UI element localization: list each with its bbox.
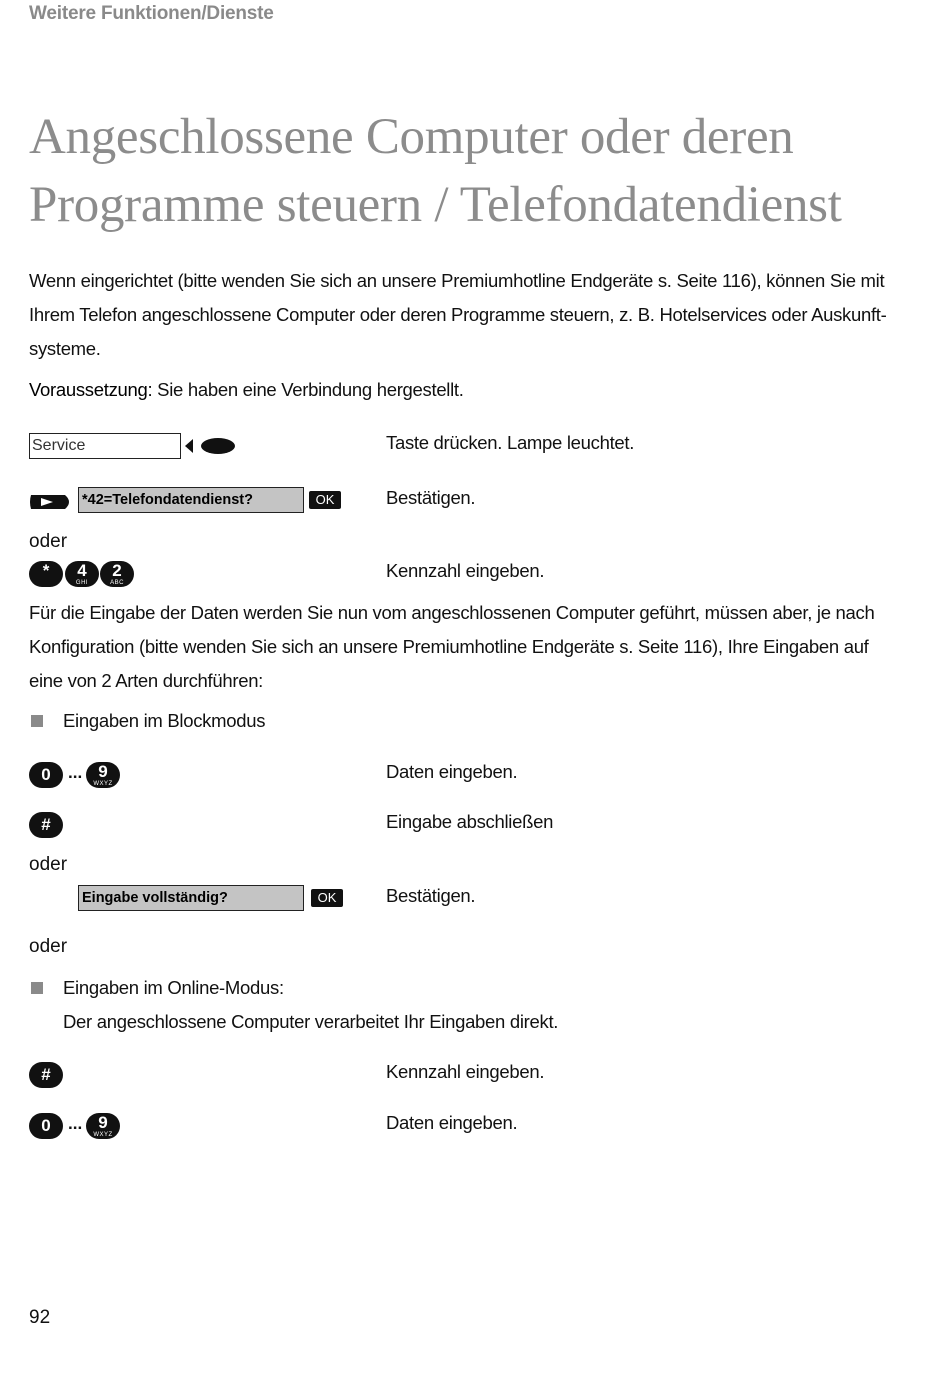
telefondatendienst-display: *42=Telefondatendienst? xyxy=(78,487,304,513)
range-dots: ... xyxy=(68,763,83,782)
oder-label: oder xyxy=(29,854,68,875)
intro-line-1: Wenn eingerichtet (bitte wenden Sie sich an unsere Premiumhotline Endgeräte s. Seite 116), können Sie mit xyxy=(29,270,885,291)
key-2 xyxy=(100,561,134,587)
finish-entry-description: Eingabe abschließen xyxy=(386,811,554,832)
confirm-complete-description: Bestätigen. xyxy=(386,885,476,906)
hash-key-label: # xyxy=(41,815,51,834)
ok-button[interactable]: OK xyxy=(311,889,343,907)
page-number: 92 xyxy=(29,1307,51,1328)
data-entry-description: Daten eingeben. xyxy=(386,761,518,782)
online-code-description: Kennzahl eingeben. xyxy=(386,1061,545,1082)
navigation-key-icon xyxy=(29,492,73,512)
key-9-label: 9 xyxy=(98,1113,108,1132)
code-step-description: Kennzahl eingeben. xyxy=(386,560,545,581)
guidance-line-1: Für die Eingabe der Daten werden Sie nun vom angeschlossenen Computer geführt, müssen aber, je nach xyxy=(29,602,875,623)
range-dots: ... xyxy=(68,1114,83,1133)
hash-key xyxy=(29,1062,63,1088)
key-4 xyxy=(65,561,99,587)
service-step-description: Taste drücken. Lampe leuchtet. xyxy=(386,432,635,453)
requirement-label: Voraussetzung: xyxy=(29,379,153,400)
star-key-label: * xyxy=(42,561,50,580)
key-9 xyxy=(86,1113,120,1139)
requirement xyxy=(29,373,909,407)
confirm-step-description: Bestätigen. xyxy=(386,487,476,508)
key-9-letters: WXYZ xyxy=(93,1132,113,1138)
hash-key xyxy=(29,812,63,838)
section-header: Weitere Funktionen/Dienste xyxy=(29,3,274,24)
star-key xyxy=(29,561,63,587)
requirement-text: Sie haben eine Verbindung hergestellt. xyxy=(152,379,464,400)
key-9 xyxy=(86,762,120,788)
key-2-label: 2 xyxy=(112,561,122,580)
online-mode-text: Der angeschlossene Computer verarbeitet Ihr Eingaben direkt. xyxy=(63,1011,559,1032)
intro-line-2: Ihrem Telefon angeschlossene Computer oder deren Programme steuern, z. B. Hotelservices oder Auskunft- xyxy=(29,304,887,325)
service-key-label: Service xyxy=(29,433,181,459)
page-title-line-1: Angeschlossene Computer oder deren xyxy=(29,109,794,165)
intro-line-3: systeme. xyxy=(29,338,101,359)
key-0 xyxy=(29,762,63,788)
intro-paragraph xyxy=(29,264,909,366)
input-complete-display: Eingabe vollständig? xyxy=(78,885,304,911)
page-title xyxy=(29,103,929,239)
guidance-line-2: Konfiguration (bitte wenden Sie sich an unsere Premiumhotline Endgeräte s. Seite 116), Ihre Eingaben auf xyxy=(29,636,869,657)
key-4-letters: GHI xyxy=(75,580,89,586)
bullet-block-mode: Eingaben im Blockmodus xyxy=(63,710,266,731)
ok-button[interactable]: OK xyxy=(309,491,341,509)
oder-label: oder xyxy=(29,531,68,552)
key-2-letters: ABC xyxy=(110,580,124,586)
oder-label: oder xyxy=(29,936,68,957)
key-9-letters: WXYZ xyxy=(93,781,113,787)
key-0 xyxy=(29,1113,63,1139)
bullet-square-icon xyxy=(31,715,43,727)
guidance-line-3: eine von 2 Arten durchführen: xyxy=(29,670,264,691)
page-title-line-2: Programme steuern / Telefondatendienst xyxy=(29,177,842,233)
key-4-label: 4 xyxy=(77,561,87,580)
guidance-paragraph xyxy=(29,596,909,698)
bullet-online-mode: Eingaben im Online-Modus: xyxy=(63,977,284,998)
bullet-square-icon xyxy=(31,982,43,994)
key-0-label: 0 xyxy=(41,765,51,784)
key-9-label: 9 xyxy=(98,762,108,781)
online-data-description: Daten eingeben. xyxy=(386,1112,518,1133)
key-0-label: 0 xyxy=(41,1116,51,1135)
key-lamp-icon xyxy=(183,436,237,456)
hash-key-label: # xyxy=(41,1065,51,1084)
